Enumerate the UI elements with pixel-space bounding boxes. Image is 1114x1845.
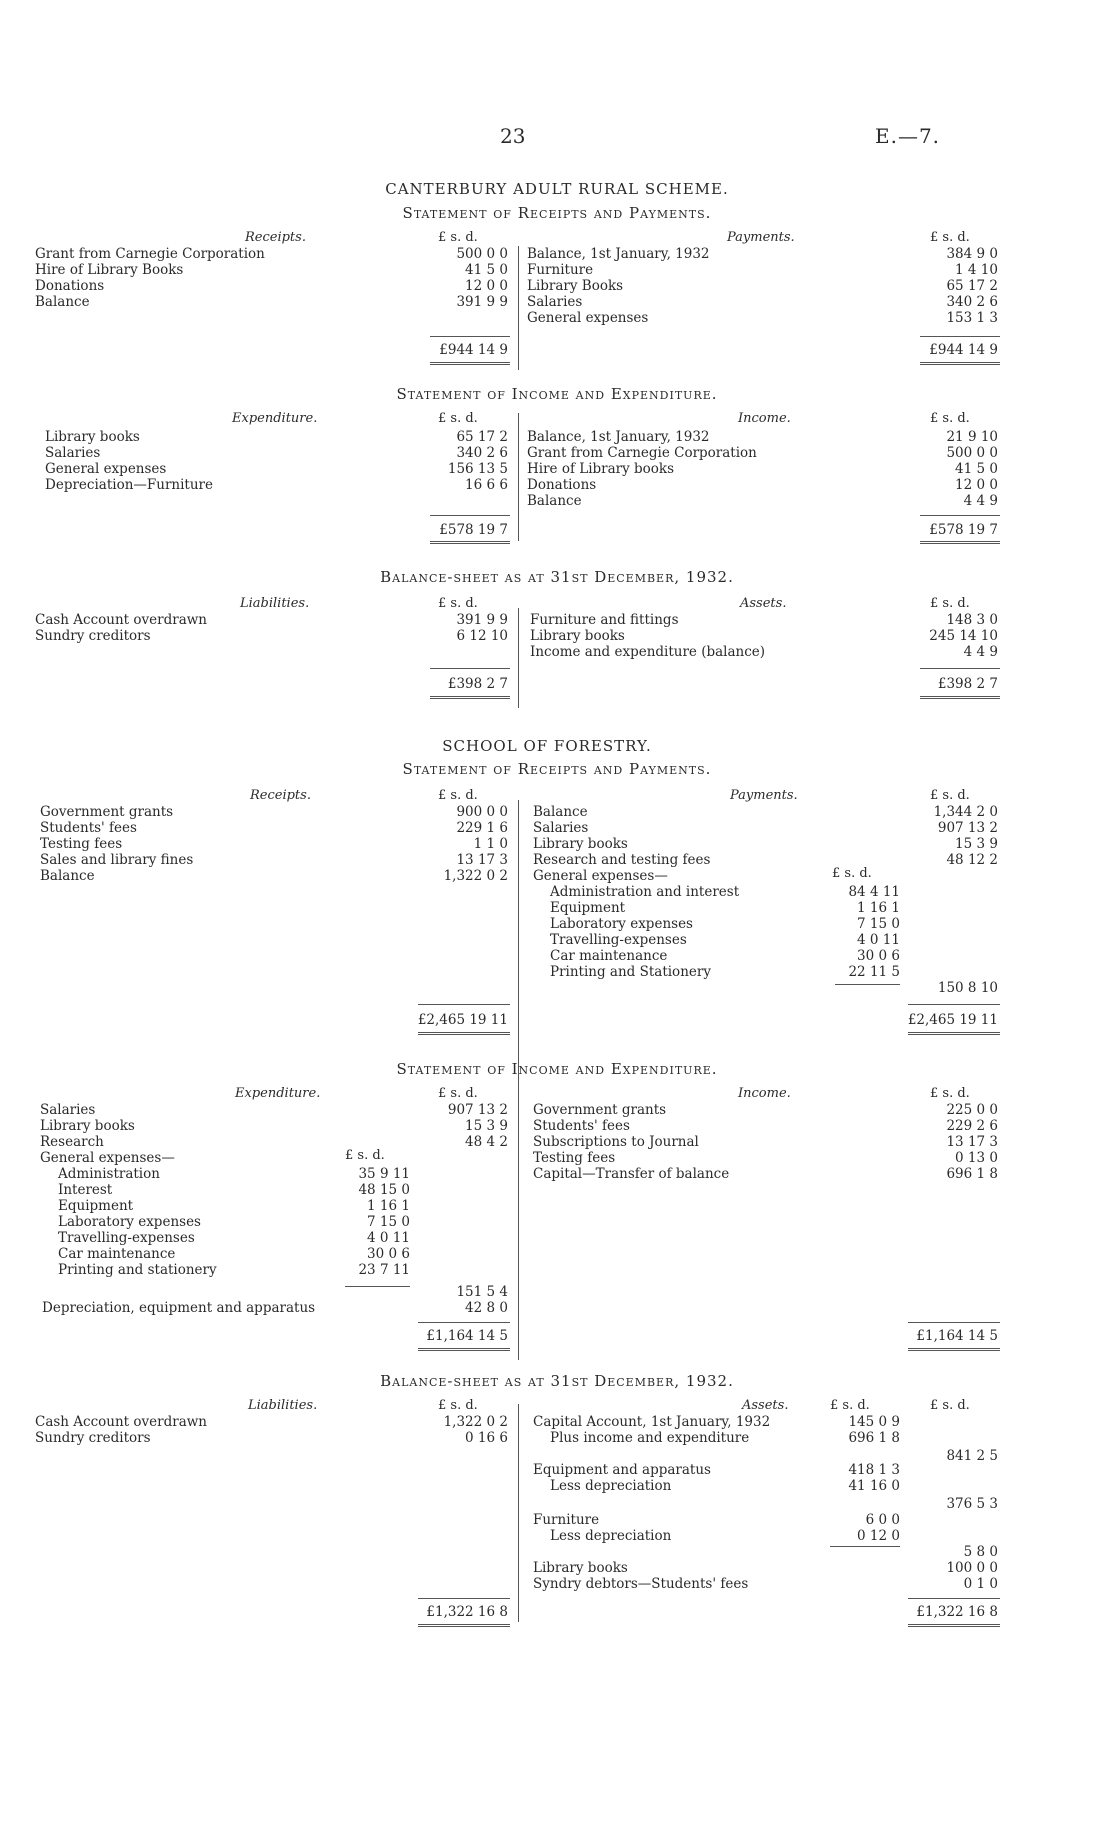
subtotal: 5 8 0 <box>963 1544 998 1560</box>
double-rule <box>430 541 510 544</box>
total: £578 19 7 <box>929 522 998 538</box>
income-heading: Income. <box>738 411 791 426</box>
amount: 340 2 6 <box>946 294 998 310</box>
rule <box>920 336 1000 337</box>
liabilities-heading: Liabilities. <box>240 596 310 611</box>
amount: 42 8 0 <box>465 1300 508 1316</box>
lsd-heading-mid: £ s. d. <box>830 1398 870 1413</box>
liabilities-heading: Liabilities. <box>248 1398 318 1413</box>
income-heading: Income. <box>738 1086 791 1101</box>
amount: 4 4 9 <box>963 493 998 509</box>
lsd-heading-right: £ s. d. <box>930 1086 970 1101</box>
subtotal: 841 2 5 <box>946 1448 998 1464</box>
amount: 229 2 6 <box>946 1118 998 1134</box>
amount: 1 16 1 <box>857 900 900 916</box>
subtotal: 151 5 4 <box>456 1284 508 1300</box>
total: £1,322 16 8 <box>426 1604 508 1620</box>
amount: 148 3 0 <box>946 612 998 628</box>
amount: 30 0 6 <box>857 948 900 964</box>
amount: 391 9 9 <box>456 612 508 628</box>
amount: 13 17 3 <box>946 1134 998 1150</box>
amount: 1,322 0 2 <box>443 1414 508 1430</box>
rule <box>430 515 510 516</box>
rule <box>430 336 510 337</box>
rule <box>920 515 1000 516</box>
double-rule <box>430 362 510 365</box>
amount: 15 3 9 <box>465 1118 508 1134</box>
amount: 15 3 9 <box>955 836 998 852</box>
amount: 22 11 5 <box>848 964 900 980</box>
column-divider <box>518 246 519 370</box>
amount: 156 13 5 <box>447 461 508 477</box>
rule <box>908 1004 1000 1005</box>
double-rule <box>920 541 1000 544</box>
amount: 41 5 0 <box>465 262 508 278</box>
amount: 6 12 10 <box>456 628 508 644</box>
amount: 13 17 3 <box>456 852 508 868</box>
lsd-heading: £ s. d. <box>438 411 478 426</box>
column-divider <box>518 800 519 1090</box>
lsd-heading-right: £ s. d. <box>930 596 970 611</box>
total: £2,465 19 11 <box>907 1012 998 1028</box>
amount: 100 0 0 <box>946 1560 998 1576</box>
amount: 1 1 0 <box>473 836 508 852</box>
payments-heading: Payments. <box>727 230 795 245</box>
total: £578 19 7 <box>439 522 508 538</box>
amount: 35 9 11 <box>358 1166 410 1182</box>
statement-title: Balance-sheet as at 31st December, 1932. <box>380 1372 734 1390</box>
amount: 229 1 6 <box>456 820 508 836</box>
total: £1,322 16 8 <box>916 1604 998 1620</box>
amount: 696 1 8 <box>946 1166 998 1182</box>
lsd-heading: £ s. d. <box>438 1398 478 1413</box>
statement-title: Statement of Receipts and Payments. <box>402 204 712 222</box>
double-rule <box>908 1624 1000 1627</box>
total: £398 2 7 <box>937 676 998 692</box>
amount: 7 15 0 <box>367 1214 410 1230</box>
lsd-heading: £ s. d. <box>438 788 478 803</box>
double-rule <box>418 1032 510 1035</box>
lsd-heading-right: £ s. d. <box>930 1398 970 1413</box>
total: £2,465 19 11 <box>417 1012 508 1028</box>
amount: 4 0 11 <box>367 1230 410 1246</box>
amount: 4 4 9 <box>963 644 998 660</box>
amount: 907 13 2 <box>937 820 998 836</box>
amount: 30 0 6 <box>367 1246 410 1262</box>
canterbury-title: CANTERBURY ADULT RURAL SCHEME. <box>385 180 729 198</box>
amount: 12 0 0 <box>465 278 508 294</box>
rule <box>920 668 1000 669</box>
double-rule <box>908 1348 1000 1351</box>
rule <box>908 1322 1000 1323</box>
amount: 84 4 11 <box>848 884 900 900</box>
assets-heading: Assets. <box>742 1398 789 1413</box>
amount: 41 16 0 <box>848 1478 900 1494</box>
expenditure-heading: Expenditure. <box>235 1086 321 1101</box>
lsd-heading: £ s. d. <box>438 1086 478 1101</box>
amount: 1 16 1 <box>367 1198 410 1214</box>
amount: 0 12 0 <box>857 1528 900 1544</box>
amount: 340 2 6 <box>456 445 508 461</box>
total: £944 14 9 <box>929 342 998 358</box>
total: £1,164 14 5 <box>916 1328 998 1344</box>
lsd-heading-sub: £ s. d. <box>832 866 872 881</box>
amount: 23 7 11 <box>358 1262 410 1278</box>
amount: 500 0 0 <box>946 445 998 461</box>
column-divider <box>518 608 519 708</box>
column-divider <box>518 1090 519 1360</box>
statement-title: Statement of Receipts and Payments. <box>402 760 712 778</box>
amount: 391 9 9 <box>456 294 508 310</box>
receipts-heading: Receipts. <box>245 230 306 245</box>
lsd-heading-right: £ s. d. <box>930 788 970 803</box>
lsd-heading-sub: £ s. d. <box>345 1148 385 1163</box>
rule <box>430 668 510 669</box>
total: £944 14 9 <box>439 342 508 358</box>
amount: 48 12 2 <box>946 852 998 868</box>
rule <box>418 1322 510 1323</box>
total: £1,164 14 5 <box>426 1328 508 1344</box>
statement-title: Balance-sheet as at 31st December, 1932. <box>380 568 734 586</box>
amount: 48 4 2 <box>465 1134 508 1150</box>
subtotal: 376 5 3 <box>946 1496 998 1512</box>
amount: 145 0 9 <box>848 1414 900 1430</box>
lsd-heading: £ s. d. <box>438 230 478 245</box>
column-divider <box>518 1404 519 1622</box>
amount: 696 1 8 <box>848 1430 900 1446</box>
amount: 4 0 11 <box>857 932 900 948</box>
lsd-heading-right: £ s. d. <box>930 411 970 426</box>
double-rule <box>430 696 510 699</box>
assets-heading: Assets. <box>740 596 787 611</box>
total: £398 2 7 <box>447 676 508 692</box>
forestry-title: SCHOOL OF FORESTRY. <box>442 737 652 755</box>
statement-title: Statement of Income and Expenditure. <box>396 1060 718 1078</box>
double-rule <box>920 696 1000 699</box>
rule <box>908 1598 1000 1599</box>
double-rule <box>418 1348 510 1351</box>
amount: 21 9 10 <box>946 429 998 445</box>
amount: 418 1 3 <box>848 1462 900 1478</box>
amount: 900 0 0 <box>456 804 508 820</box>
rule <box>418 1598 510 1599</box>
amount: 7 15 0 <box>857 916 900 932</box>
amount: 500 0 0 <box>456 246 508 262</box>
payments-heading: Payments. <box>730 788 798 803</box>
lsd-heading-right: £ s. d. <box>930 230 970 245</box>
amount: 41 5 0 <box>955 461 998 477</box>
rule <box>418 1004 510 1005</box>
page-number: 23 <box>500 124 526 148</box>
amount: 1,344 2 0 <box>933 804 998 820</box>
amount: 0 16 6 <box>465 1430 508 1446</box>
double-rule <box>920 362 1000 365</box>
column-divider <box>518 413 519 541</box>
lsd-heading: £ s. d. <box>438 596 478 611</box>
double-rule <box>908 1032 1000 1035</box>
amount: 12 0 0 <box>955 477 998 493</box>
amount: 907 13 2 <box>447 1102 508 1118</box>
double-rule <box>418 1624 510 1627</box>
amount: 0 1 0 <box>963 1576 998 1592</box>
amount: 384 9 0 <box>946 246 998 262</box>
amount: 1,322 0 2 <box>443 868 508 884</box>
amount: 153 1 3 <box>946 310 998 326</box>
expenditure-heading: Expenditure. <box>232 411 318 426</box>
statement-title: Statement of Income and Expenditure. <box>396 385 718 403</box>
amount: 48 15 0 <box>358 1182 410 1198</box>
amount: 1 4 10 <box>955 262 998 278</box>
page-reference: E.—7. <box>875 124 941 148</box>
amount: 65 17 2 <box>456 429 508 445</box>
amount: 16 6 6 <box>465 477 508 493</box>
receipts-heading: Receipts. <box>250 788 311 803</box>
subtotal: 150 8 10 <box>937 980 998 996</box>
amount: 65 17 2 <box>946 278 998 294</box>
amount: 6 0 0 <box>865 1512 900 1528</box>
amount: 0 13 0 <box>955 1150 998 1166</box>
amount: 245 14 10 <box>929 628 998 644</box>
amount: 225 0 0 <box>946 1102 998 1118</box>
